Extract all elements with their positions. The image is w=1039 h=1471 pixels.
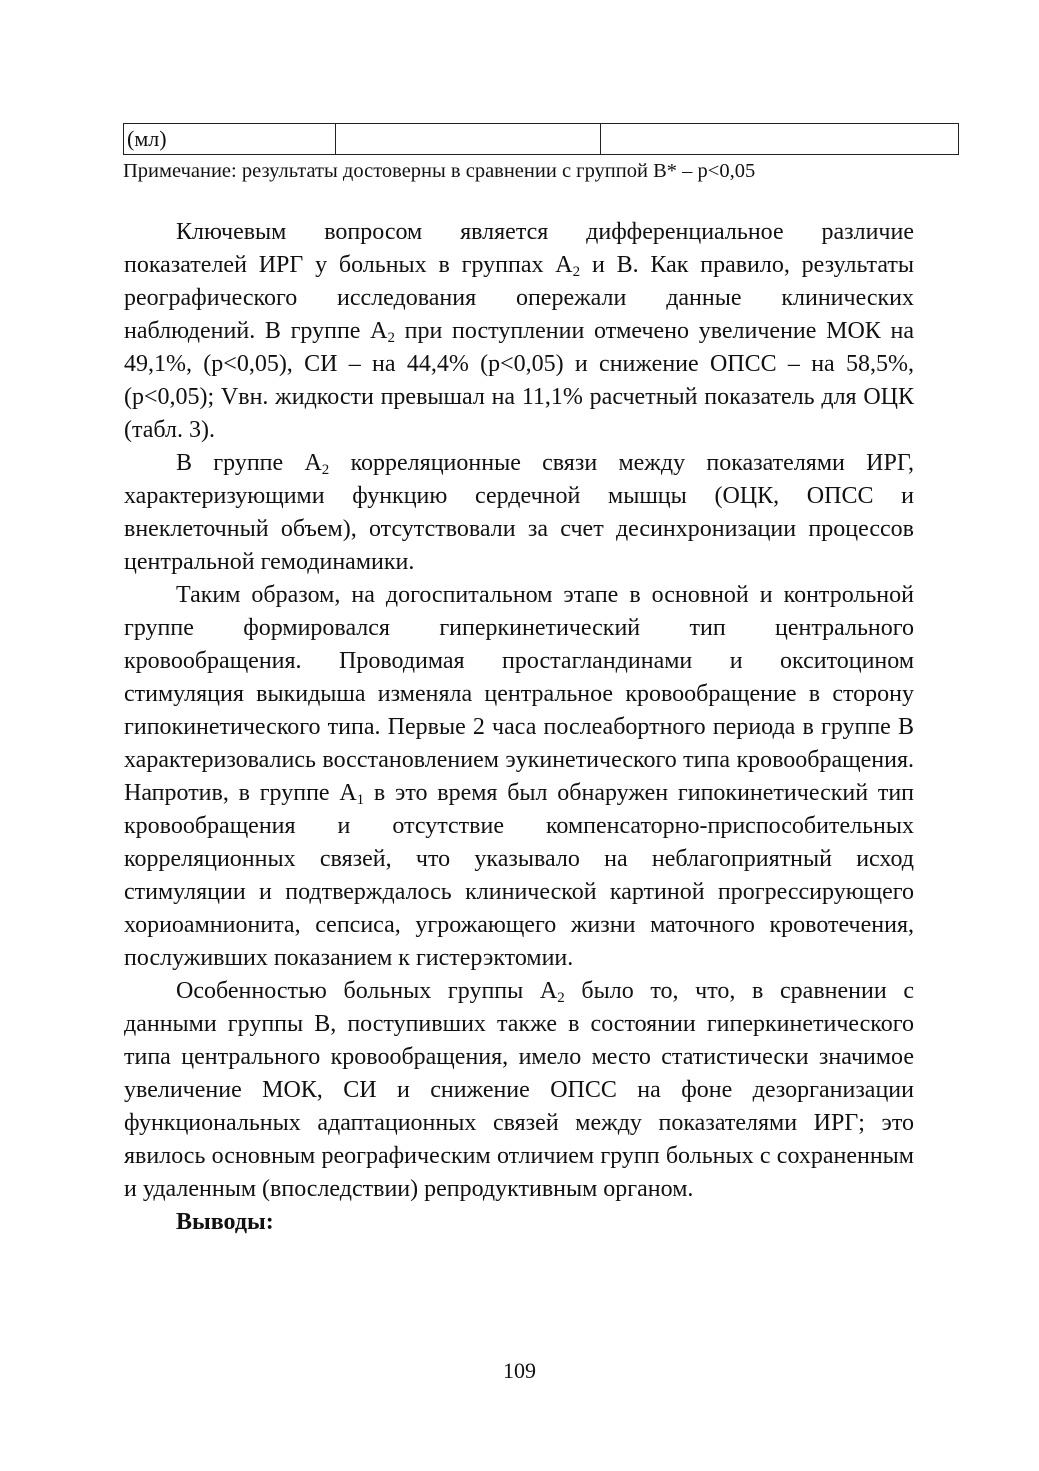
table-cell: (мл) [124, 124, 336, 155]
text-run: при поступлении отмечено увеличение МОК на 49,1%, (р<0,05), СИ – на 44,4% (р<0,05) и снижение ОПСС – на 58,5%, (р<0,05); Vвн. жидкости превышал на 11,1% расчетный показатель для ОЦК (табл. 3). [124, 318, 914, 443]
paragraph [124, 216, 914, 447]
text-run: Особенностью больных группы А [176, 978, 558, 1004]
text-run: Таким образом, на догоспитальном этапе в основной и контрольной группе формировался гиперкинетический тип центрального кровообращения. Проводимая простагландинами и окситоцином стимуляция выкидыша изменяла центральное кровообращение в сторону гипокинетического типа. Первые 2 часа послеабортного периода в группе В характеризовались восстановлением эукинетического типа кровообращения. Напротив, в группе А [124, 582, 914, 806]
section-heading: Выводы: [176, 1209, 274, 1235]
subscript: 2 [387, 330, 395, 346]
subscript: 2 [572, 264, 581, 280]
table-row [124, 124, 959, 155]
table-cell [601, 124, 959, 155]
paragraph [124, 975, 914, 1206]
paragraph [124, 447, 914, 579]
text-run: в это время был обнаружен гипокинетический тип кровообращения и отсутствие компенсаторно-приспособительных корреляционных связей, что указывало на неблагоприятный исход стимуляции и подтверждалось клинической картиной прогрессирующего хориоамнионита, сепсиса, угрожающего жизни маточного кровотечения, послуживших показанием к гистерэктомии. [124, 780, 914, 971]
subscript: 2 [321, 462, 330, 478]
text-run: и В. Как правило, результаты реографического исследования опережали данные клинических наблюдений. В группе А [124, 252, 914, 344]
table-cell [336, 124, 601, 155]
text-run: было то, что, в сравнении с данными группы В, поступивших также в состоянии гиперкинетического типа центрального кровообращения, имело место статистически значимое увеличение МОК, СИ и снижение ОПСС на фоне дезорганизации функциональных адаптационных связей между показателями ИРГ; это явилось основным реографическим отличием групп больных с сохраненным и удаленным (впоследствии) репродуктивным органом. [124, 978, 914, 1202]
paragraph [124, 579, 914, 975]
body-text [124, 216, 914, 1239]
text-run: корреляционные связи между показателями ИРГ, характеризующими функцию сердечной мышцы (ОЦК, ОПСС и внеклеточный объем), отсутствовали за счет десинхронизации процессов центральной гемодинамики. [124, 450, 915, 575]
subscript: 2 [557, 990, 565, 1006]
text-run: В группе А [176, 450, 322, 476]
table-fragment [123, 123, 958, 155]
subscript: 1 [356, 792, 365, 808]
page-number: 109 [503, 1358, 536, 1383]
table-note: Примечание: результаты достоверны в сравнении с группой В* – р<0,05 [123, 160, 756, 182]
text-run: Ключевым вопросом является дифференциальное различие показателей ИРГ у больных в группах А [124, 219, 914, 278]
data-table [123, 123, 959, 155]
